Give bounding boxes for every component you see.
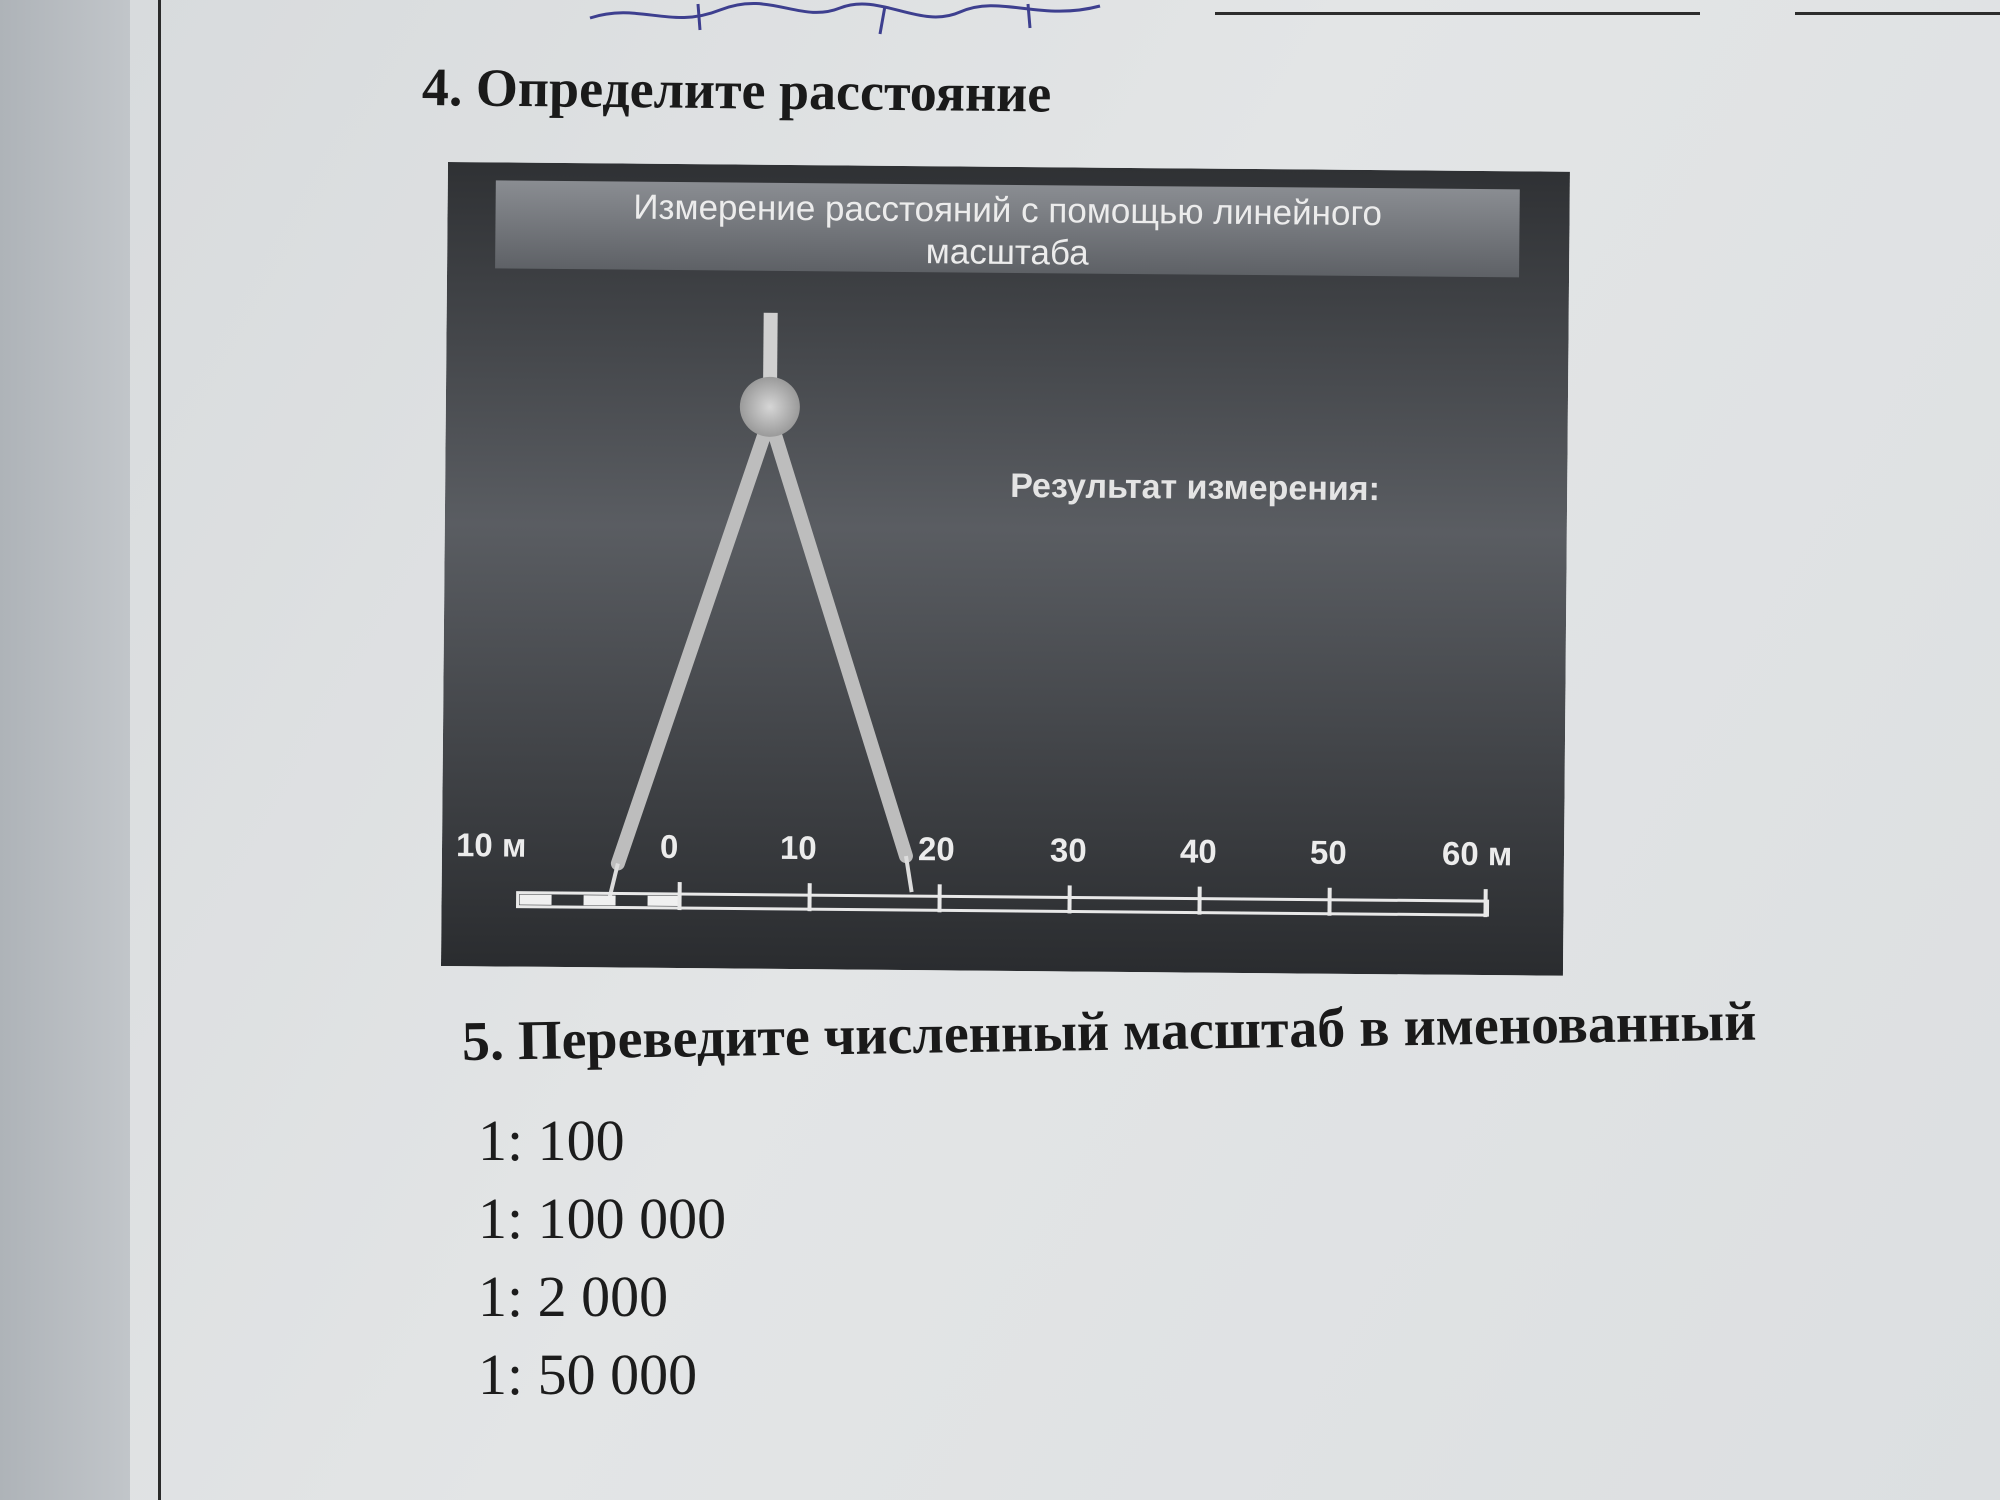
scale-figure <box>441 162 1570 976</box>
scale-item: 1: 100 000 <box>478 1186 727 1251</box>
task-5-title: 5. Переведите численный масштаб в именованный <box>461 990 1757 1073</box>
figure-header-line2: масштаба <box>925 232 1089 273</box>
scale-list <box>478 1102 726 1414</box>
scale-label-10m-left: 10 м <box>455 826 527 864</box>
desk-background <box>0 0 140 1500</box>
scale-label-40: 40 <box>1179 832 1217 870</box>
result-label: Результат измерения: <box>1010 466 1381 509</box>
answer-line <box>1215 12 1700 15</box>
figure-header-line1: Измерение расстояний с помощью линейного <box>633 187 1383 234</box>
scale-label-50: 50 <box>1309 833 1347 871</box>
handwriting-scribble <box>580 0 1120 40</box>
scale-item: 1: 100 <box>478 1108 625 1173</box>
scale-label-60m: 60 м <box>1441 834 1513 873</box>
scale-label-30: 30 <box>1049 831 1087 869</box>
margin-line <box>158 0 161 1500</box>
scale-item: 1: 2 000 <box>478 1264 669 1329</box>
task-4-title: 4. Определите расстояние <box>421 57 1052 124</box>
scale-label-0: 0 <box>659 827 679 866</box>
answer-line <box>1795 12 2000 15</box>
figure-background <box>441 162 1570 976</box>
scale-item: 1: 50 000 <box>478 1342 698 1407</box>
scale-label-10: 10 <box>779 828 817 867</box>
scale-label-20: 20 <box>917 830 955 868</box>
